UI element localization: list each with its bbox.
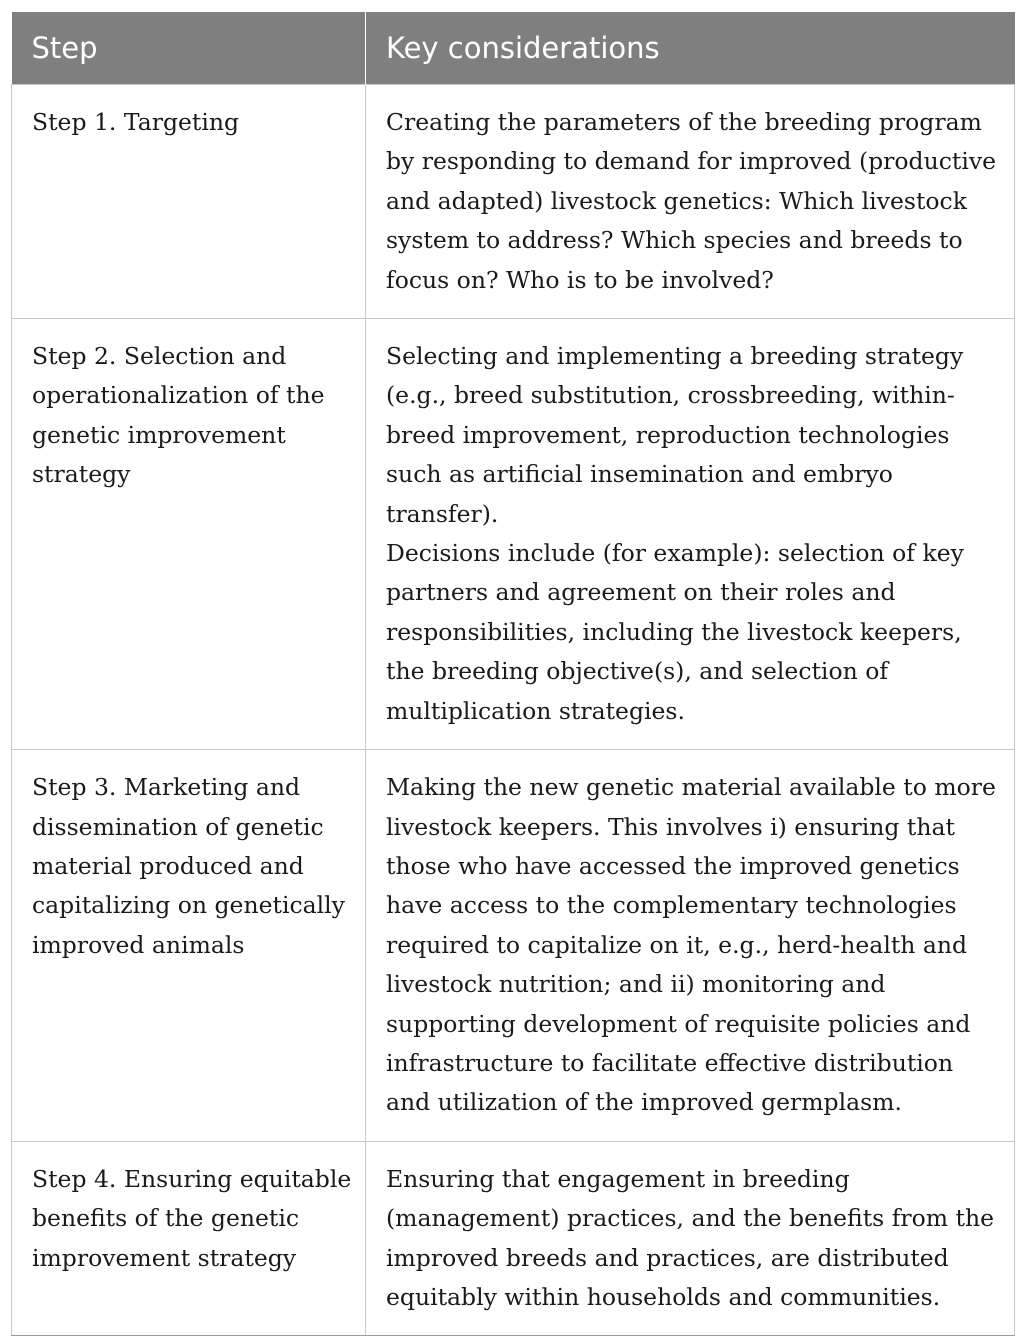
steps-table-container (11, 12, 1014, 1336)
table-row (12, 750, 1015, 1142)
steps-table (11, 12, 1015, 1336)
header-key-considerations: Key considerations (366, 12, 1015, 85)
header-row (12, 12, 1015, 85)
table-row (12, 1141, 1015, 1336)
considerations-cell (366, 1141, 1015, 1336)
considerations-paragraph: Making the new genetic material available to more livestock keepers. This involves i) ensuring that those who have accessed the improved genetics have access to the complementary technologies required to capitalize on it, e.g., herd-health and livestock nutrition; and ii) monitoring and supporting development of requisite policies and infrastructure to facilitate effective distribution and utilization of the improved germplasm. (386, 773, 996, 1117)
considerations-paragraph: Decisions include (for example): selection of key partners and agreement on their roles and responsibilities, including the livestock keepers, the breeding objective(s), and selection of multiplication strategies. (386, 539, 964, 725)
table-row (12, 85, 1015, 319)
considerations-paragraph: Creating the parameters of the breeding program by responding to demand for improved (productive and adapted) livestock genetics: Which livestock system to address? Which species and breeds to focus on? Who is to be involved? (386, 108, 997, 294)
step-cell: Step 1. Targeting (12, 85, 366, 319)
table-body (12, 85, 1015, 1336)
step-cell: Step 2. Selection and operationalization of the genetic improvement strategy (12, 319, 366, 750)
considerations-paragraph: Ensuring that engagement in breeding (management) practices, and the benefits from the improved breeds and practices, are distributed equitably within households and communities. (386, 1164, 995, 1311)
table-header (12, 12, 1015, 85)
considerations-cell (366, 319, 1015, 750)
considerations-cell (366, 750, 1015, 1142)
considerations-paragraph: Selecting and implementing a breeding strategy (e.g., breed substitution, crossbreeding, within-breed improvement, reproduction technologies such as artificial insemination and embryo transfer). (386, 342, 964, 528)
step-cell: Step 3. Marketing and dissemination of genetic material produced and capitalizing on genetically improved animals (12, 750, 366, 1142)
header-step: Step (12, 12, 366, 85)
step-cell: Step 4. Ensuring equitable benefits of the genetic improvement strategy (12, 1141, 366, 1336)
considerations-cell (366, 85, 1015, 319)
table-row (12, 319, 1015, 750)
